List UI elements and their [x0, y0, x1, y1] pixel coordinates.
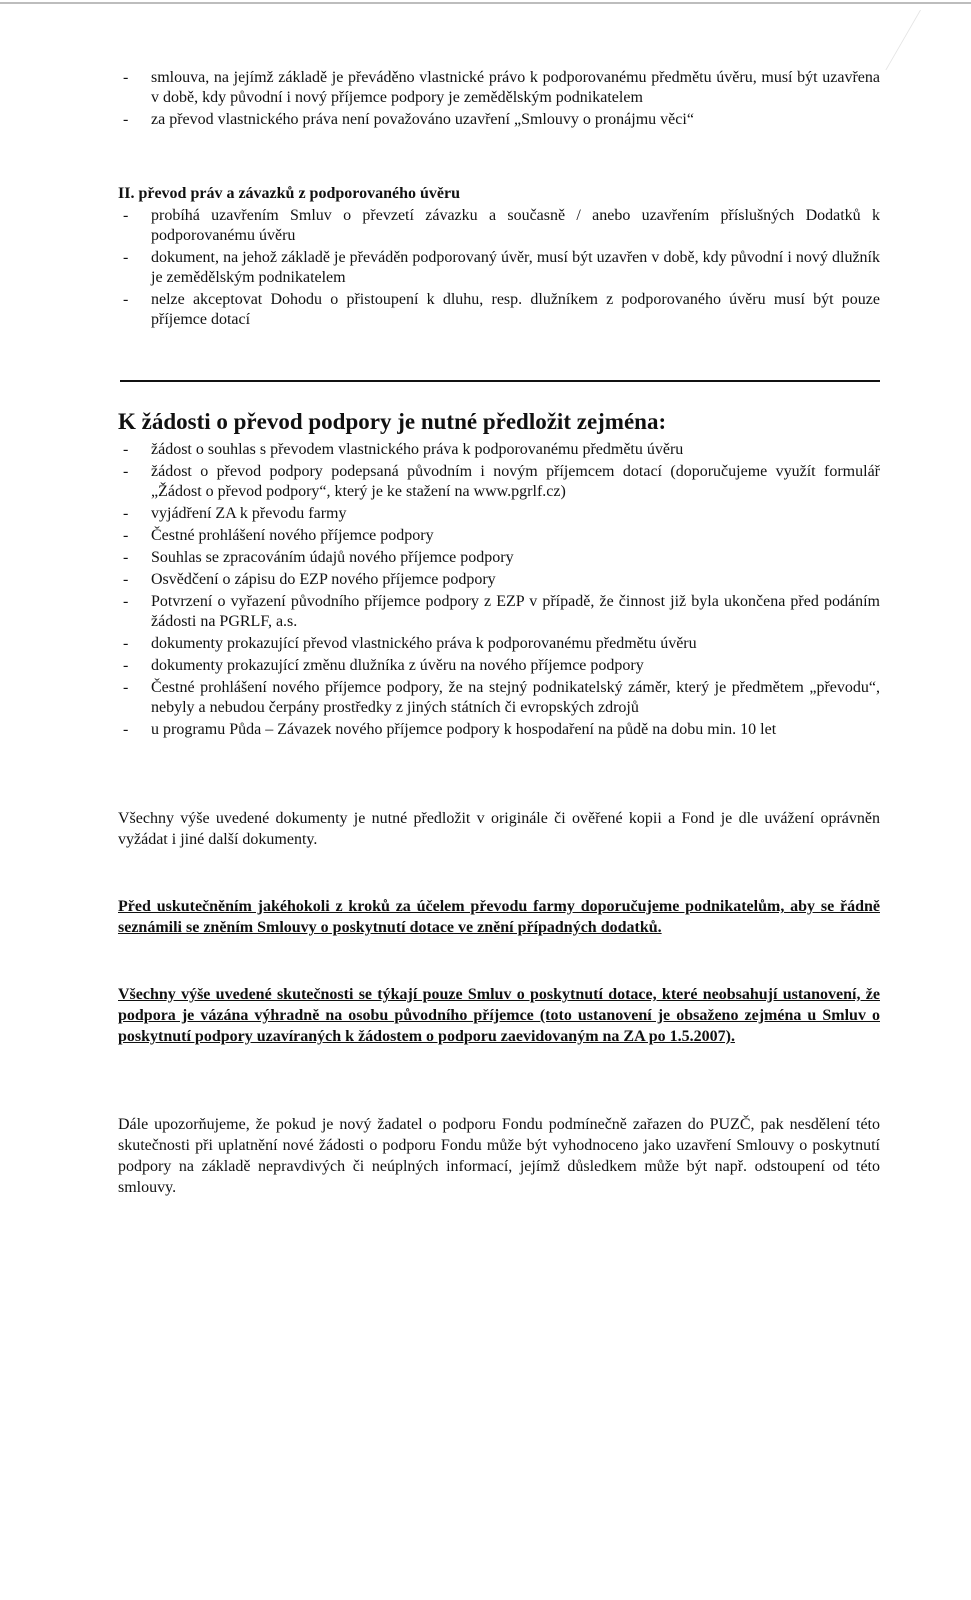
requirements-heading: K žádosti o převod podpory je nutné předložit zejména:: [118, 409, 667, 434]
list-item-text: nelze akceptovat Dohodu o přistoupení k dluhu, resp. dlužníkem z podporovaného úvěru musí být pouze příjemce dotací: [151, 291, 880, 328]
list-item: [118, 110, 880, 130]
list-item-text: Osvědčení o zápisu do EZP nového příjemce podpory: [151, 571, 496, 588]
list-item: [118, 440, 880, 460]
list-item: [118, 504, 880, 524]
list-item: [118, 248, 880, 288]
list-dash: -: [123, 721, 129, 738]
closing-paragraph: Dále upozorňujeme, že pokud je nový žadatel o podporu Fondu podmínečně zařazen do PUZČ, pak nesdělení této skutečnosti při uplatnění nové žádosti o podporu Fondu může být vyhodnoceno jako uzavření Smlouvy o poskytnutí podpory na základě nepravdivých či neúplných informací, jejímž důsledkem může být např. odstoupení od této smlouvy.: [118, 1116, 880, 1196]
list-item: [118, 720, 880, 740]
list-dash: -: [123, 463, 129, 480]
list-dash: -: [123, 441, 129, 458]
list-item: [118, 526, 880, 546]
list-item-text: smlouva, na jejímž základě je převáděno vlastnické právo k podporovanému předmětu úvěru, musí být uzavřena v době, kdy původní i nový příjemce podpory je zemědělským podnikatelem: [151, 69, 880, 106]
list-item: [118, 570, 880, 590]
list-item-text: vyjádření ZA k převodu farmy: [151, 505, 347, 522]
list-dash: -: [123, 249, 129, 266]
intro-list: [118, 68, 880, 130]
closing-block: [118, 1114, 880, 1198]
requirements-section: [118, 408, 880, 742]
requirements-note: Všechny výše uvedené dokumenty je nutné předložit v originále či ověřené kopii a Fond je dle uvážení oprávněn vyžádat i jiné další dokumenty.: [118, 810, 880, 848]
list-item: [118, 462, 880, 502]
list-dash: -: [123, 679, 129, 696]
list-dash: -: [123, 657, 129, 674]
list-item-text: za převod vlastnického práva není považováno uzavření „Smlouvy o pronájmu věci“: [151, 111, 694, 128]
list-item: [118, 290, 880, 330]
list-dash: -: [123, 571, 129, 588]
horizontal-divider: [120, 380, 880, 382]
list-item-text: Čestné prohlášení nového příjemce podpory: [151, 527, 434, 544]
scan-top-edge: [0, 2, 971, 4]
list-item-text: Souhlas se zpracováním údajů nového příjemce podpory: [151, 549, 514, 566]
list-dash: -: [123, 111, 129, 128]
requirements-list: [118, 440, 880, 740]
scan-fold-mark: [885, 10, 971, 70]
list-dash: -: [123, 207, 129, 224]
list-item-text: u programu Půda – Závazek nového příjemce podpory k hospodaření na půdě na dobu min. 10 let: [151, 721, 777, 738]
list-item-text: dokumenty prokazující převod vlastnického práva k podporovanému předmětu úvěru: [151, 635, 697, 652]
list-item: [118, 548, 880, 568]
list-dash: -: [123, 593, 129, 610]
section-ii-heading: II. převod práv a závazků z podporovaného úvěru: [118, 185, 460, 202]
warning-second-block: [118, 984, 880, 1047]
warning-second: Všechny výše uvedené skutečnosti se týkají pouze Smluv o poskytnutí dotace, které neobsahují ustanovení, že podpora je vázána výhradně na osobu původního příjemce (toto ustanovení je obsaženo zejména u Smluv o poskytnutí podpory uzavíraných k žádostem o podporu zaevidovaným na ZA po 1.5.2007).: [118, 986, 880, 1045]
list-dash: -: [123, 291, 129, 308]
warning-first: Před uskutečněním jakéhokoli z kroků za účelem převodu farmy doporučujeme podnikatelům, aby se řádně seznámili se zněním Smlouvy o poskytnutí dotace ve znění případných dodatků.: [118, 898, 880, 936]
list-item-text: žádost o souhlas s převodem vlastnického práva k podporovanému předmětu úvěru: [151, 441, 684, 458]
section-ii-list: [118, 206, 880, 330]
list-item: [118, 634, 880, 654]
list-dash: -: [123, 549, 129, 566]
section-ii: [118, 184, 880, 332]
list-item: [118, 656, 880, 676]
list-item-text: dokumenty prokazující změnu dlužníka z úvěru na nového příjemce podpory: [151, 657, 644, 674]
list-item-text: probíhá uzavřením Smluv o převzetí závazku a současně / anebo uzavřením příslušných Dodatků k podporovanému úvěru: [151, 207, 880, 244]
list-item: [118, 678, 880, 718]
warning-first-block: [118, 896, 880, 938]
list-dash: -: [123, 505, 129, 522]
list-dash: -: [123, 635, 129, 652]
list-item-text: dokument, na jehož základě je převáděn podporovaný úvěr, musí být uzavřen v době, kdy původní i nový dlužník je zemědělským podnikatelem: [151, 249, 880, 286]
list-item-text: Čestné prohlášení nového příjemce podpory, že na stejný podnikatelský záměr, který je předmětem „převodu“, nebyly a nebudou čerpány prostředky z jiných státních či evropských zdrojů: [151, 679, 880, 716]
list-item: [118, 592, 880, 632]
requirements-note-block: [118, 808, 880, 850]
list-item-text: Potvrzení o vyřazení původního příjemce podpory z EZP v případě, že činnost již byla ukončena před podáním žádosti na PGRLF, a.s.: [151, 593, 880, 630]
list-dash: -: [123, 69, 129, 86]
list-dash: -: [123, 527, 129, 544]
list-item: [118, 68, 880, 108]
list-item-text: žádost o převod podpory podepsaná původním i novým příjemcem dotací (doporučujeme využít formulář „Žádost o převod podpory“, který je ke stažení na www.pgrlf.cz): [151, 463, 880, 500]
intro-section: [118, 68, 880, 132]
list-item: [118, 206, 880, 246]
